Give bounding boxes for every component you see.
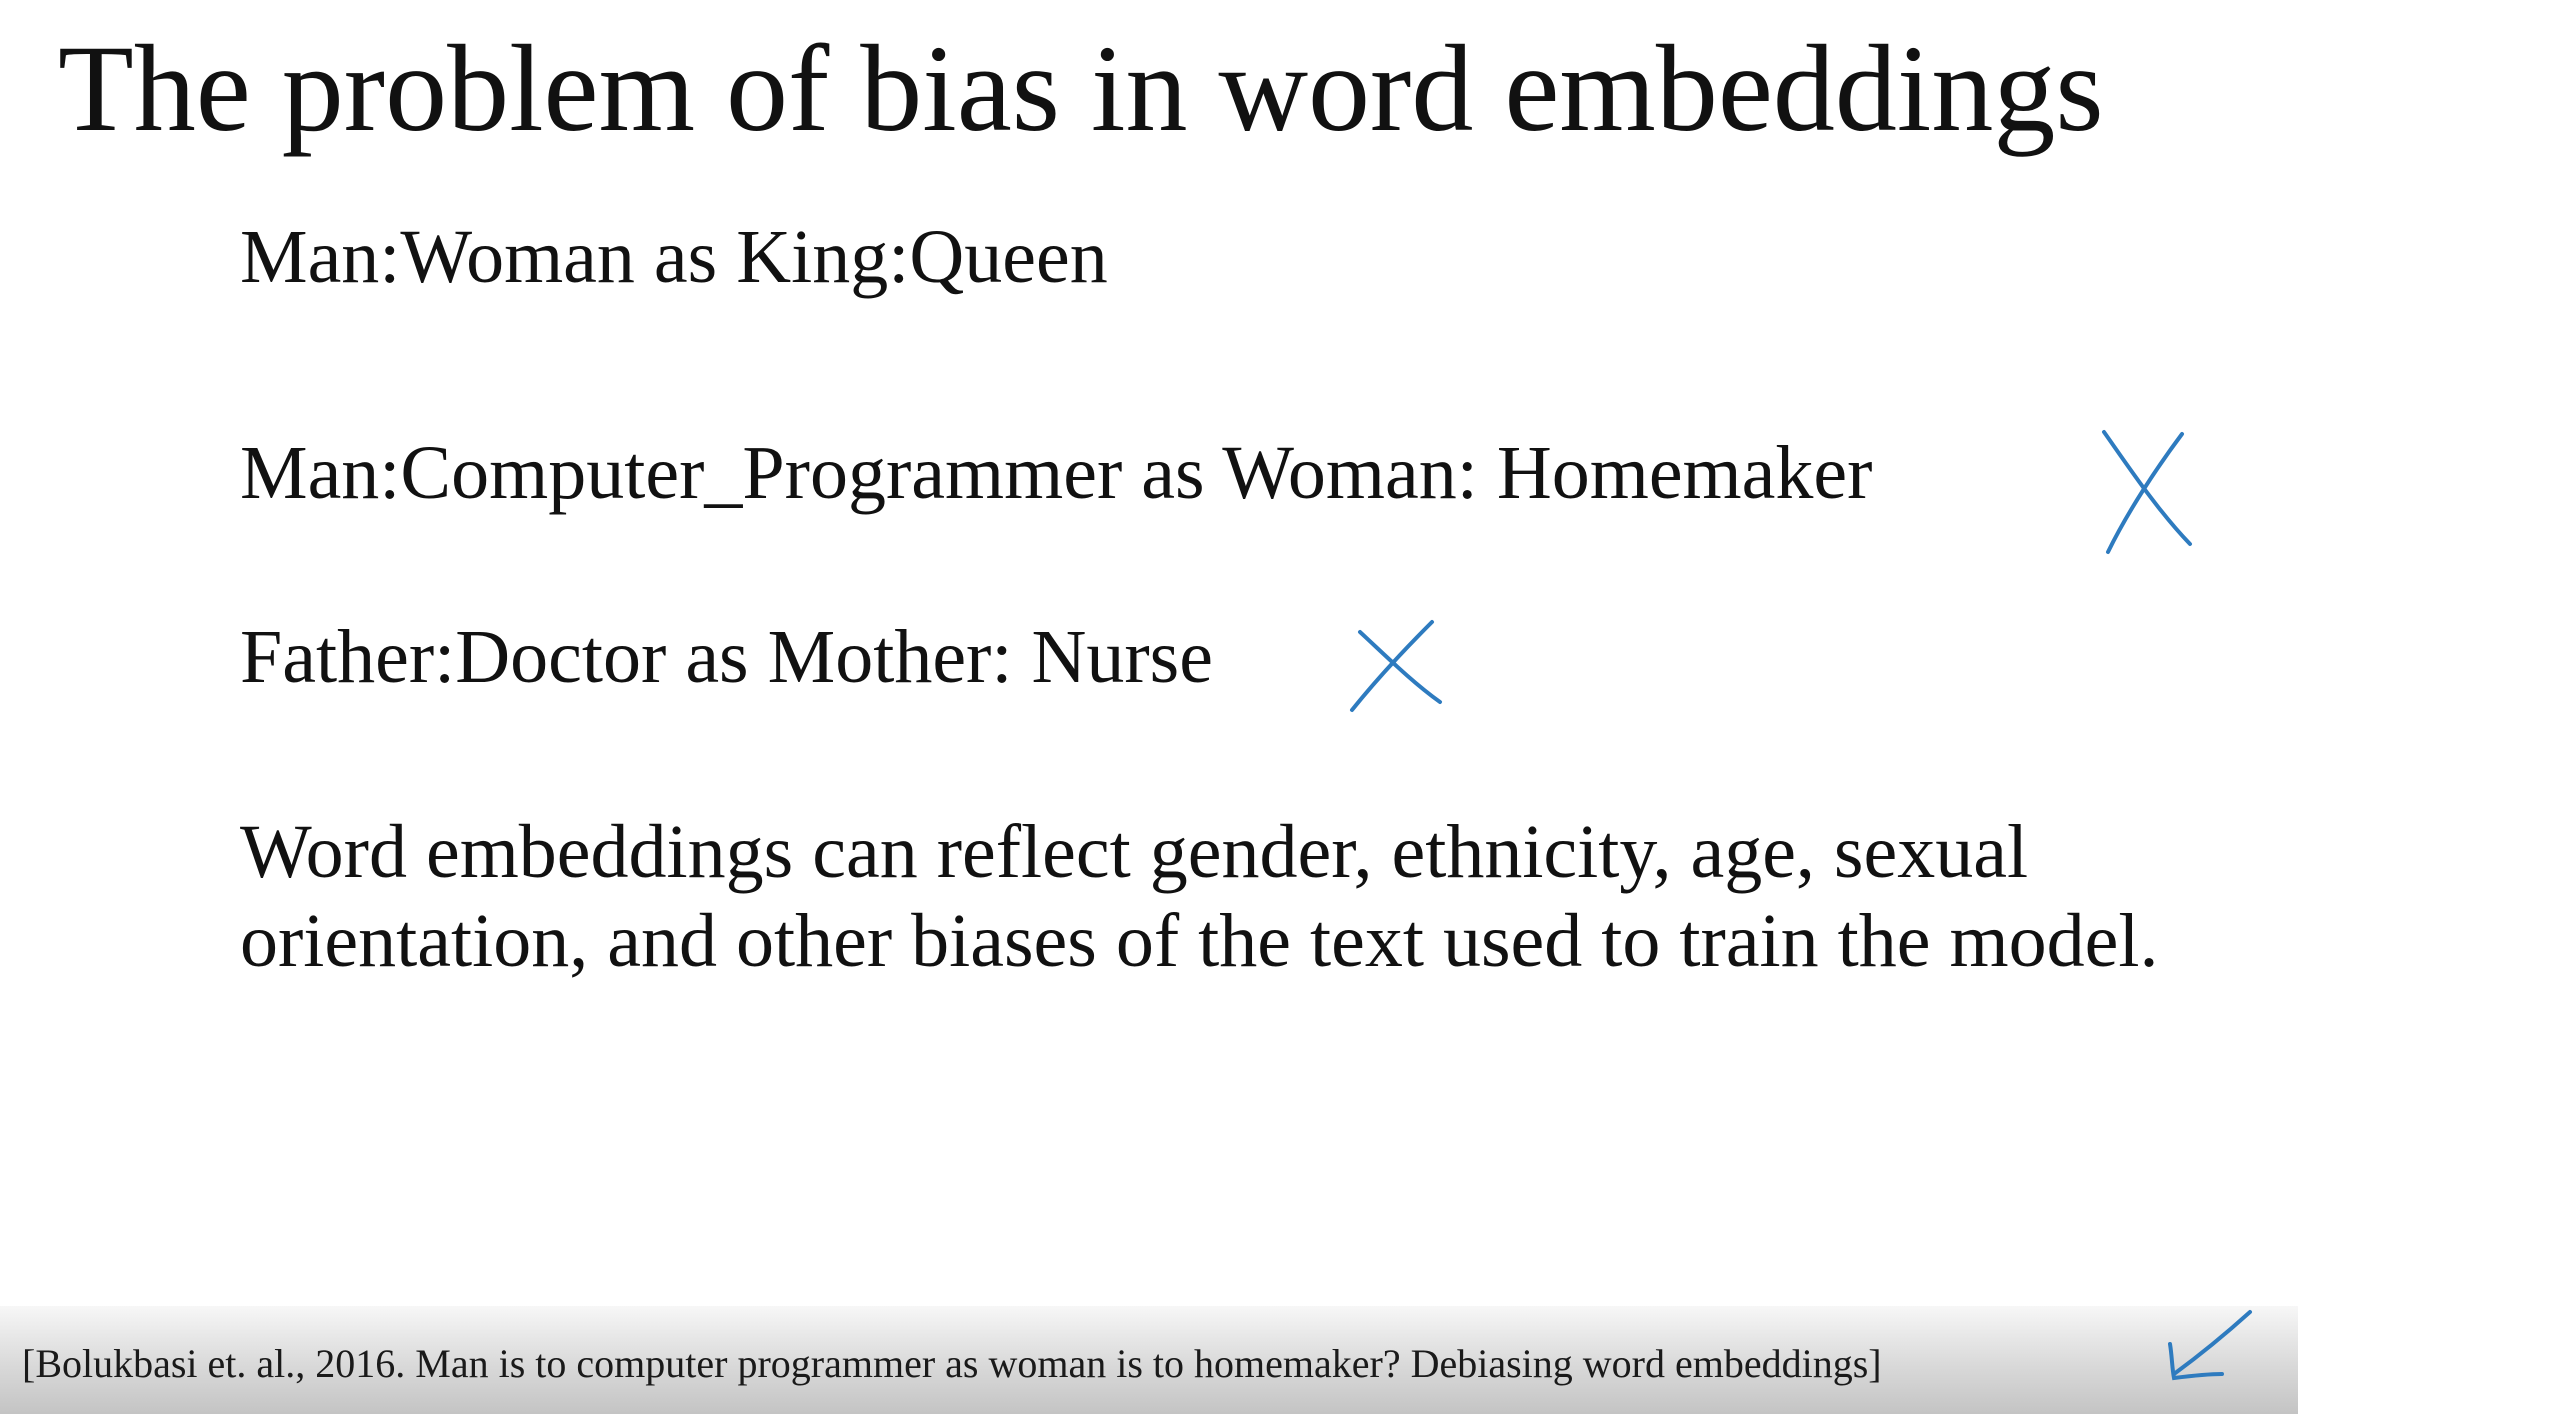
bias-paragraph: Word embeddings can reflect gender, ethnicity, age, sexual orientation, and other biases of the text used to train the model. bbox=[240, 810, 2159, 983]
analogy-doctor-nurse: Father:Doctor as Mother: Nurse bbox=[240, 615, 1213, 699]
slide-title: The problem of bias in word embeddings bbox=[58, 20, 2104, 157]
citation: [Bolukbasi et. al., 2016. Man is to computer programmer as woman is to homemaker? Debiasing word embeddings] bbox=[22, 1341, 1882, 1386]
cross-mark-icon bbox=[1346, 618, 1446, 718]
analogy-king-queen: Man:Woman as King:Queen bbox=[240, 215, 1108, 299]
analogy-programmer-homemaker: Man:Computer_Programmer as Woman: Homemaker bbox=[240, 431, 1873, 515]
cross-mark-icon bbox=[2098, 426, 2198, 556]
footer-blank bbox=[2298, 1328, 2560, 1414]
arrow-pointer-icon bbox=[2160, 1308, 2260, 1388]
